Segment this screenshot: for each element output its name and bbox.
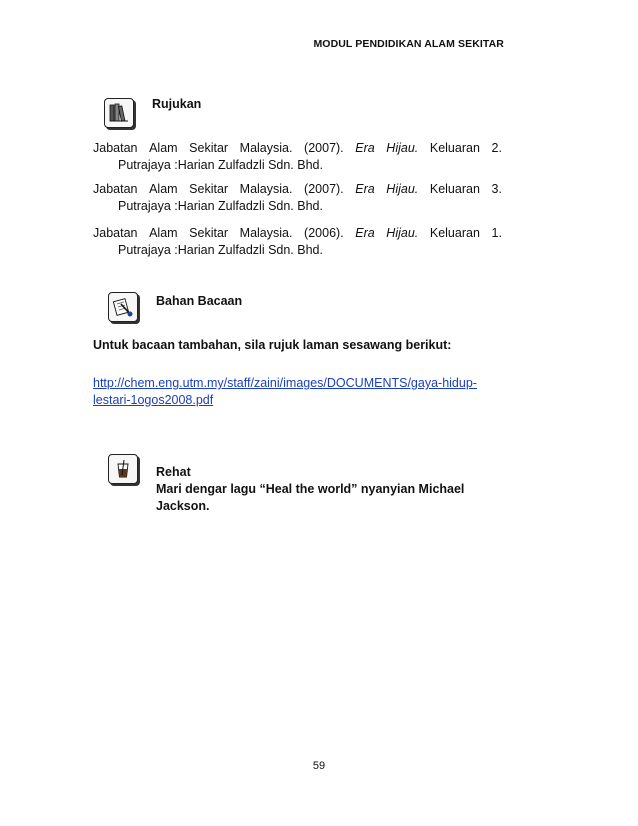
reading-instruction: Untuk bacaan tambahan, sila rujuk laman sesawang berikut: bbox=[93, 338, 452, 352]
rehat-title: Rehat bbox=[156, 465, 191, 479]
books-icon bbox=[104, 98, 134, 128]
reading-pen-icon bbox=[108, 292, 138, 322]
reference-entry: Jabatan Alam Sekitar Malaysia. (2006). Era Hijau. Keluaran 1. Putrajaya :Harian Zulfadzli Sdn. Bhd. bbox=[93, 226, 502, 257]
page-number: 59 bbox=[312, 760, 326, 772]
bahan-bacaan-heading bbox=[108, 292, 242, 322]
reading-link[interactable]: http://chem.eng.utm.my/staff/zaini/images/DOCUMENTS/gaya-hidup- lestari-1ogos2008.pdf bbox=[93, 376, 477, 407]
rujukan-title: Rujukan bbox=[152, 97, 202, 111]
rujukan-heading bbox=[104, 98, 201, 128]
rehat-line1: Mari dengar lagu “Heal the world” nyanyian Michael bbox=[156, 482, 465, 496]
bahan-bacaan-title: Bahan Bacaan bbox=[156, 294, 243, 308]
reference-entry: Jabatan Alam Sekitar Malaysia. (2007). Era Hijau. Keluaran 3. Putrajaya :Harian Zulfadzli Sdn. Bhd. bbox=[93, 182, 502, 213]
drink-glass-icon bbox=[108, 454, 138, 484]
reference-entry: Jabatan Alam Sekitar Malaysia. (2007). Era Hijau. Keluaran 2. Putrajaya :Harian Zulfadzli Sdn. Bhd. bbox=[93, 141, 502, 172]
rehat-section bbox=[108, 454, 464, 515]
rehat-line2: Jackson. bbox=[156, 499, 210, 513]
page-header: MODUL PENDIDIKAN ALAM SEKITAR bbox=[313, 38, 504, 50]
